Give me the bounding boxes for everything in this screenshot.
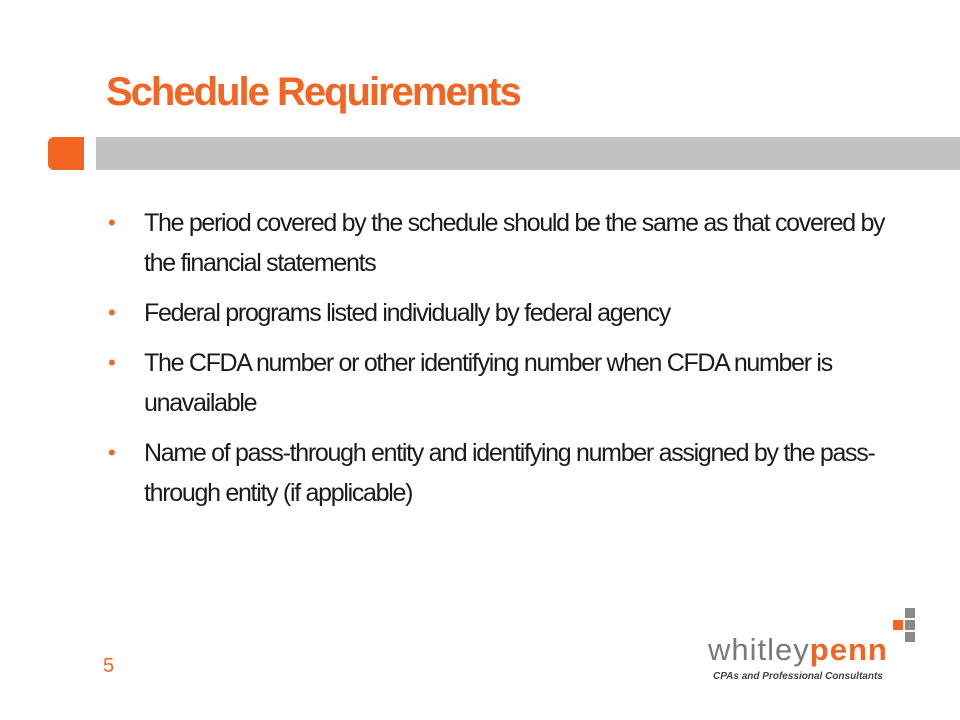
bullet-marker: • <box>108 210 116 235</box>
bullet-marker: • <box>108 300 116 325</box>
bullet-text: The CFDA number or other identifying number when CFDA number is unavailable <box>144 349 832 417</box>
slide-title: Schedule Requirements <box>106 70 520 114</box>
company-logo <box>706 606 921 686</box>
bullet-item <box>104 343 894 423</box>
logo-word-penn: penn <box>809 632 888 667</box>
bullet-marker: • <box>108 350 116 375</box>
bullet-item <box>104 433 894 513</box>
bullet-list <box>104 203 894 523</box>
bullet-text: Name of pass-through entity and identifying number assigned by the pass-through entity (if applicable) <box>144 439 875 507</box>
logo-tagline: CPAs and Professional Consultants <box>713 671 883 682</box>
bullet-text: The period covered by the schedule should be the same as that covered by the financial statements <box>144 209 885 277</box>
page-number: 5 <box>103 655 115 677</box>
bullet-item <box>104 203 894 283</box>
title-accent-block <box>48 137 84 170</box>
logo-word-whitley: whitley <box>708 632 810 667</box>
logo-square-bottom <box>905 632 915 642</box>
bullet-text: Federal programs listed individually by federal agency <box>144 299 670 327</box>
bullet-item <box>104 293 894 333</box>
logo-square-mid-right <box>905 620 915 630</box>
logo-square-top <box>905 608 915 618</box>
logo-wordmark <box>708 634 888 666</box>
logo-square-mid-left <box>893 620 903 630</box>
bullet-marker: • <box>108 440 116 465</box>
title-divider-bar <box>96 137 960 170</box>
